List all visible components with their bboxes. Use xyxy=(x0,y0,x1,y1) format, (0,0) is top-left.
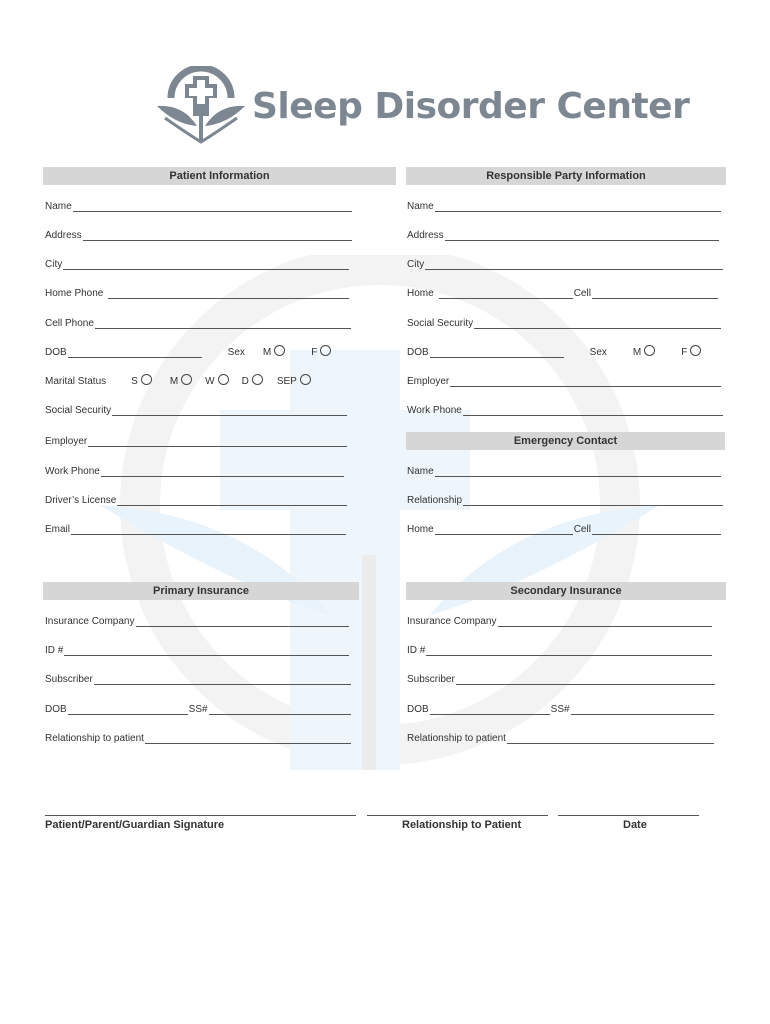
date-line[interactable] xyxy=(558,815,699,816)
responsible-social-security-field[interactable] xyxy=(407,315,722,329)
option-label: D xyxy=(241,376,249,387)
field-label: ID # xyxy=(407,645,426,656)
field-label: Home xyxy=(407,524,434,535)
emergency-home-cell-field[interactable] xyxy=(407,521,722,535)
field-label: DOB xyxy=(45,347,67,358)
field-label: Cell xyxy=(573,524,591,535)
signature-label: Patient/Parent/Guardian Signature xyxy=(45,819,225,831)
option-label: S xyxy=(131,376,138,387)
section-patient-information: Patient Information xyxy=(43,167,396,185)
patient-marital-status-field[interactable] xyxy=(45,373,355,387)
field-label: Cell Phone xyxy=(45,318,94,329)
primary-id-field[interactable] xyxy=(45,642,350,656)
logo-icon xyxy=(155,66,247,144)
responsible-name-field[interactable] xyxy=(407,198,722,212)
patient-work-phone-field[interactable] xyxy=(45,463,345,477)
sex-label: Sex xyxy=(227,347,245,358)
patient-email-field[interactable] xyxy=(45,521,347,535)
patient-cell-phone-field[interactable] xyxy=(45,315,352,329)
field-label: SS# xyxy=(550,704,570,715)
marital-d-radio[interactable] xyxy=(252,374,263,385)
field-label: City xyxy=(407,259,425,270)
sex-m-radio[interactable] xyxy=(274,345,285,356)
sex-f-radio[interactable] xyxy=(320,345,331,356)
emergency-relationship-field[interactable] xyxy=(407,492,724,506)
field-label: DOB xyxy=(407,704,429,715)
field-label: Subscriber xyxy=(407,674,455,685)
option-label: M xyxy=(262,347,272,358)
secondary-id-field[interactable] xyxy=(407,642,713,656)
field-label: Work Phone xyxy=(45,466,100,477)
marital-s-radio[interactable] xyxy=(141,374,152,385)
field-label: Relationship xyxy=(407,495,463,506)
patient-address-field[interactable] xyxy=(45,227,353,241)
patient-drivers-license-field[interactable] xyxy=(45,492,348,506)
patient-employer-field[interactable] xyxy=(45,433,348,447)
responsible-dob-sex-field[interactable] xyxy=(407,344,717,358)
emergency-name-field[interactable] xyxy=(407,463,722,477)
patient-name-field[interactable] xyxy=(45,198,353,212)
marital-m-radio[interactable] xyxy=(181,374,192,385)
section-primary-insurance: Primary Insurance xyxy=(43,582,359,600)
field-label: Address xyxy=(407,230,444,241)
secondary-insurance-company-field[interactable] xyxy=(407,613,713,627)
option-label: F xyxy=(681,347,688,358)
primary-dob-ss-field[interactable] xyxy=(45,701,352,715)
patient-city-field[interactable] xyxy=(45,256,350,270)
field-label: Name xyxy=(407,201,434,212)
field-label: Name xyxy=(45,201,72,212)
sex-label: Sex xyxy=(589,347,607,358)
field-label: Driver’s License xyxy=(45,495,117,506)
responsible-sex-m-radio[interactable] xyxy=(644,345,655,356)
field-label: Work Phone xyxy=(407,405,462,416)
option-label: M xyxy=(632,347,642,358)
field-label: Employer xyxy=(45,436,88,447)
field-label: Email xyxy=(45,524,71,535)
primary-subscriber-field[interactable] xyxy=(45,671,352,685)
field-label: Address xyxy=(45,230,82,241)
responsible-address-field[interactable] xyxy=(407,227,720,241)
responsible-work-phone-field[interactable] xyxy=(407,402,724,416)
option-label: F xyxy=(311,347,318,358)
section-emergency-contact: Emergency Contact xyxy=(406,432,725,450)
patient-dob-sex-field[interactable] xyxy=(45,344,345,358)
field-label: Name xyxy=(407,466,434,477)
option-label: SEP xyxy=(276,376,297,387)
relationship-label: Relationship to Patient xyxy=(402,819,522,831)
secondary-relationship-field[interactable] xyxy=(407,730,715,744)
responsible-home-cell-field[interactable] xyxy=(407,285,719,299)
field-label: Social Security xyxy=(407,318,474,329)
marital-w-radio[interactable] xyxy=(218,374,229,385)
field-label: Insurance Company xyxy=(45,616,135,627)
date-label: Date xyxy=(623,819,647,831)
primary-relationship-field[interactable] xyxy=(45,730,352,744)
field-label: Subscriber xyxy=(45,674,93,685)
watermark-logo xyxy=(60,255,710,775)
field-label: Cell xyxy=(573,288,591,299)
field-label: Home Phone xyxy=(45,288,104,299)
field-label: Home xyxy=(407,288,434,299)
field-label: Insurance Company xyxy=(407,616,497,627)
field-label: Social Security xyxy=(45,405,112,416)
patient-home-phone-field[interactable] xyxy=(45,285,350,299)
field-label: Relationship to patient xyxy=(45,733,144,744)
relationship-line[interactable] xyxy=(367,815,548,816)
marital-status-label: Marital Status xyxy=(45,376,107,387)
brand-name: Sleep Disorder Center xyxy=(252,86,690,127)
field-label: City xyxy=(45,259,63,270)
responsible-employer-field[interactable] xyxy=(407,373,722,387)
field-label: Employer xyxy=(407,376,450,387)
field-label: DOB xyxy=(407,347,429,358)
responsible-sex-f-radio[interactable] xyxy=(690,345,701,356)
responsible-city-field[interactable] xyxy=(407,256,724,270)
option-label: M xyxy=(169,376,179,387)
field-label: ID # xyxy=(45,645,64,656)
section-responsible-party: Responsible Party Information xyxy=(406,167,726,185)
section-secondary-insurance: Secondary Insurance xyxy=(406,582,726,600)
signature-line[interactable] xyxy=(45,815,356,816)
secondary-subscriber-field[interactable] xyxy=(407,671,716,685)
marital-sep-radio[interactable] xyxy=(300,374,311,385)
field-label: SS# xyxy=(188,704,208,715)
primary-insurance-company-field[interactable] xyxy=(45,613,350,627)
field-label: Relationship to patient xyxy=(407,733,506,744)
patient-social-security-field[interactable] xyxy=(45,402,348,416)
option-label: W xyxy=(205,376,215,387)
field-label: DOB xyxy=(45,704,67,715)
secondary-dob-ss-field[interactable] xyxy=(407,701,715,715)
